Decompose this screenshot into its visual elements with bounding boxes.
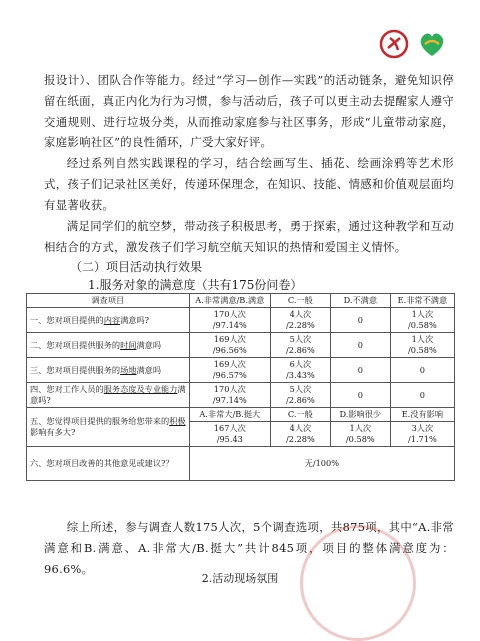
header-cell: E.非常不满意 <box>390 294 454 308</box>
table-row <box>27 447 455 481</box>
paragraph-3: 满足同学们的航空梦，带动孩子积极思考，勇于探索，通过这种教学和互动相结合的方式，激发孩子们学习航空航天知识的热情和爱国主义情怀。 <box>44 219 454 254</box>
value-cell: 5人次 /2.86% <box>270 333 330 358</box>
option-header-cell: E.没有影响 <box>390 408 454 422</box>
question-cell: 二、您对项目提供服务的时间满意吗 <box>27 333 190 358</box>
option-header-cell: C.一般 <box>270 408 330 422</box>
value-cell: 0 <box>390 358 454 383</box>
value-cell: 4人次 /2.28% <box>270 422 330 447</box>
value-cell: 0 <box>390 383 454 408</box>
option-header-cell: D.影响很少 <box>330 408 390 422</box>
paragraph-1: 报设计）、团队合作等能力。经过“学习—创作—实践”的活动链条，避免知识停留在纸面，真正内化为行为习惯，参与活动后，孩子可以更主动去提醒家人遵守交通规则、进行垃圾分类，从而推动家庭参与社区事务，形成“儿童带动家庭，家庭影响社区”的良性循环，广受大家好评。 <box>44 73 454 150</box>
value-cell: 0 <box>330 383 390 408</box>
value-cell: 3人次 /1.71% <box>390 422 454 447</box>
satisfaction-table <box>26 293 455 481</box>
value-cell: 6人次 /3.43% <box>270 358 330 383</box>
subsection-title: 1.服务对象的满意度（共有175份问卷） <box>88 278 303 292</box>
value-cell: 170人次 /97.14% <box>189 383 270 408</box>
value-cell: 170人次 /97.14% <box>189 308 270 333</box>
question-cell: 六、您对项目改善的其他意见或建议?？ <box>27 447 190 481</box>
party-emblem-icon <box>378 28 410 60</box>
value-cell: 0 <box>330 333 390 358</box>
question-cell: 四、您对工作人员的服务态度及专业能力满意吗? <box>27 383 190 408</box>
value-cell: 5人次 /2.86% <box>270 383 330 408</box>
value-cell: 167人次 /95.43 <box>189 422 270 447</box>
header-cell: 调查项目 <box>27 294 190 308</box>
option-header-cell: A.非常大/B.挺大 <box>189 408 270 422</box>
paragraph-2: 经过系列自然实践课程的学习，结合绘画写生、插花、绘画涂鸦等艺术形式，孩子们记录社区美好，传递环保理念，在知识、技能、情感和价值观层面均有显著收获。 <box>44 156 454 212</box>
table-row <box>27 383 455 408</box>
question-cell: 五、您觉得项目提供的服务给您带来的积极影响有多大? <box>27 408 190 447</box>
value-cell: 169人次 /96.56% <box>189 333 270 358</box>
subheading-activity-scene: 2.活动现场氛围 <box>201 572 279 585</box>
table-row <box>27 333 455 358</box>
table-header-row <box>27 294 455 308</box>
value-cell: 0 <box>330 358 390 383</box>
summary-paragraph: 综上所述，参与调查人数175人次，5个调查选项，共875项，其中“A.非常满意和B.满意、A.非常大/B.挺大”共计845项，项目的整体满意度为：96.6%。 <box>44 520 454 576</box>
table-row <box>27 408 455 422</box>
table-row <box>27 358 455 383</box>
value-cell: 无/100% <box>189 447 454 481</box>
header-cell: D.不满意 <box>330 294 390 308</box>
header-logos <box>378 28 448 60</box>
value-cell: 1人次 /0.58% <box>330 422 390 447</box>
question-cell: 一、您对项目提供的内容满意吗? <box>27 308 190 333</box>
volunteer-heart-logo-icon <box>416 28 448 60</box>
table-row <box>27 308 455 333</box>
section-title: （二）项目活动执行效果 <box>70 260 203 274</box>
red-seal-stamp <box>300 525 416 641</box>
value-cell: 4人次 /2.28% <box>270 308 330 333</box>
value-cell: 1人次 /0.58% <box>390 308 454 333</box>
value-cell: 1人次 /0.58% <box>390 333 454 358</box>
header-cell: C.一般 <box>270 294 330 308</box>
question-cell: 三、您对项目提供服务的场地满意吗 <box>27 358 190 383</box>
value-cell: 169人次 /96.57% <box>189 358 270 383</box>
value-cell: 0 <box>330 308 390 333</box>
header-cell: A.非常满意/B.满意 <box>189 294 270 308</box>
